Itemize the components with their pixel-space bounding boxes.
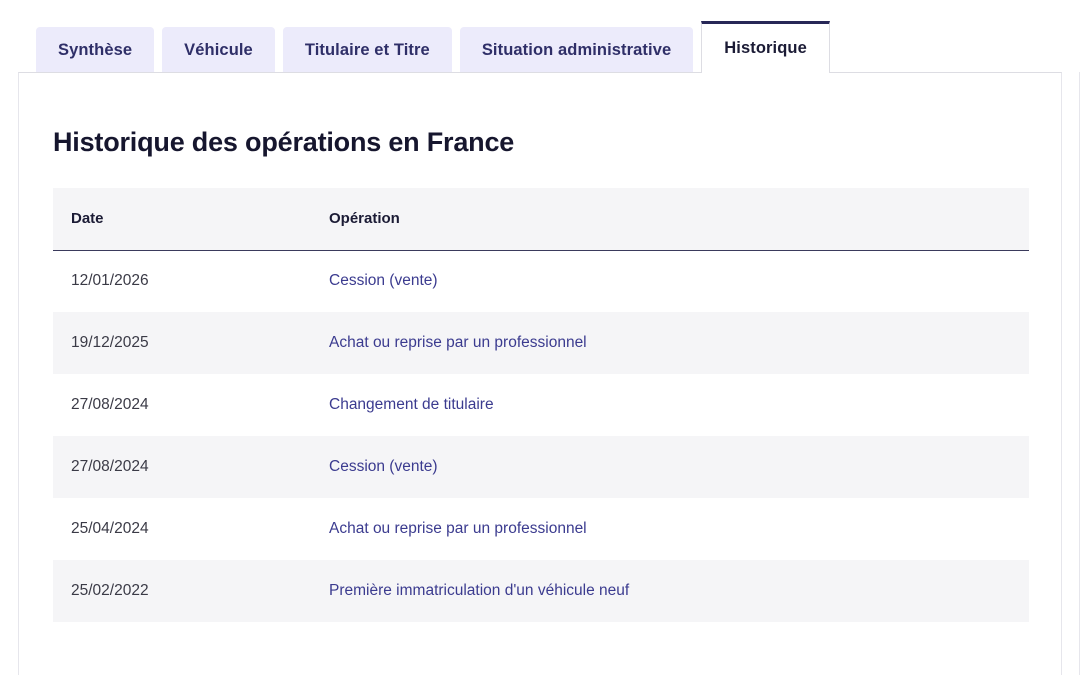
tab-vehicule[interactable]: Véhicule <box>162 27 275 73</box>
cell-date: 12/01/2026 <box>53 250 311 312</box>
column-header-date: Date <box>53 188 311 250</box>
table-row <box>53 498 1029 560</box>
column-header-operation: Opération <box>311 188 1029 250</box>
cell-date: 25/02/2022 <box>53 560 311 622</box>
history-table <box>53 188 1029 622</box>
tab-panel-historique <box>18 72 1062 675</box>
table-row <box>53 560 1029 622</box>
tab-situation-administrative[interactable]: Situation administrative <box>460 27 693 73</box>
cell-date: 27/08/2024 <box>53 436 311 498</box>
table-header <box>53 188 1029 250</box>
tab-titulaire-et-titre[interactable]: Titulaire et Titre <box>283 27 452 73</box>
table-row <box>53 374 1029 436</box>
cell-date: 27/08/2024 <box>53 374 311 436</box>
table-row <box>53 436 1029 498</box>
table-header-row <box>53 188 1029 250</box>
cell-date: 19/12/2025 <box>53 312 311 374</box>
table-body <box>53 250 1029 622</box>
page-title: Historique des opérations en France <box>53 127 515 157</box>
tab-synthese[interactable]: Synthèse <box>36 27 154 73</box>
cell-operation: Changement de titulaire <box>311 374 1029 436</box>
cell-operation: Achat ou reprise par un professionnel <box>311 498 1029 560</box>
tab-historique[interactable]: Historique <box>701 21 830 73</box>
cell-operation: Cession (vente) <box>311 436 1029 498</box>
cell-operation: Première immatriculation d'un véhicule neuf <box>311 560 1029 622</box>
table-row <box>53 312 1029 374</box>
cell-date: 25/04/2024 <box>53 498 311 560</box>
cell-operation: Cession (vente) <box>311 250 1029 312</box>
history-table-container <box>53 188 1029 622</box>
cell-operation: Achat ou reprise par un professionnel <box>311 312 1029 374</box>
tab-bar <box>0 0 1080 73</box>
table-row <box>53 250 1029 312</box>
